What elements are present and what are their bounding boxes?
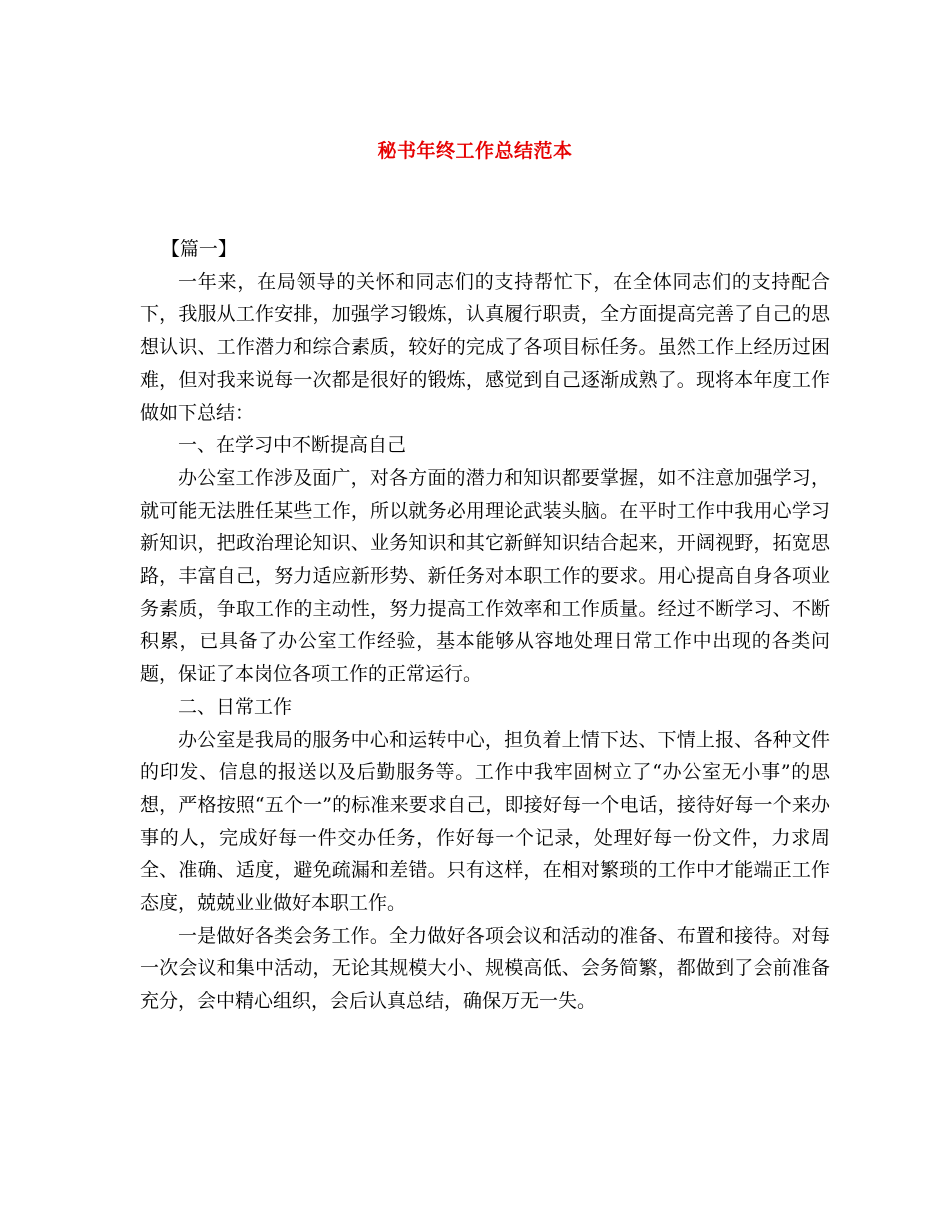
document-title: 秘书年终工作总结范本 — [377, 140, 573, 162]
section-label: 【篇一】 — [160, 238, 237, 260]
paragraph-meetings: 一是做好各类会务工作。全力做好各项会议和活动的准备、布置和接待。对每一次会议和集中活动，无论其规模大小、规模高低、会务简繁，都做到了会前准备充分，会中精心组织，会后认真总结，确保万无一失。 — [140, 924, 830, 1013]
paragraph-intro: 一年来，在局领导的关怀和同志们的支持帮忙下，在全体同志们的支持配合下，我服从工作安排，加强学习锻炼，认真履行职责，全方面提高完善了自己的思想认识、工作潜力和综合素质，较好的完成了各项目标任务。虽然工作上经历过困难，但对我来说每一次都是很好的锻炼，感觉到自己逐渐成熟了。现将本年度工作做如下总结： — [140, 270, 830, 424]
heading-daily-work: 二、日常工作 — [178, 695, 293, 718]
paragraph-learning: 办公室工作涉及面广，对各方面的潜力和知识都要掌握，如不注意加强学习，就可能无法胜任某些工作，所以就务必用理论武装头脑。在平时工作中我用心学习新知识，把政治理论知识、业务知识和其它新鲜知识结合起来，开阔视野，拓宽思路，丰富自己，努力适应新形势、新任务对本职工作的要求。用心提高自身各项业务素质，争取工作的主动性，努力提高工作效率和工作质量。经过不断学习、不断积累，已具备了办公室工作经验，基本能够从容地处理日常工作中出现的各类问题，保证了本岗位各项工作的正常运行。 — [140, 466, 830, 686]
document-body — [140, 233, 830, 1018]
paragraph-daily-work: 办公室是我局的服务中心和运转中心，担负着上情下达、下情上报、各种文件的印发、信息的报送以及后勤服务等。工作中我牢固树立了“办公室无小事”的思想，严格按照“五个一”的标准来要求自己，即接好每一个电话，接待好每一个来办事的人，完成好每一件交办任务，作好每一个记录，处理好每一份文件，力求周全、准确、适度，避免疏漏和差错。只有这样，在相对繁琐的工作中才能端正工作态度，兢兢业业做好本职工作。 — [140, 728, 830, 915]
heading-learning: 一、在学习中不断提高自己 — [178, 434, 407, 457]
